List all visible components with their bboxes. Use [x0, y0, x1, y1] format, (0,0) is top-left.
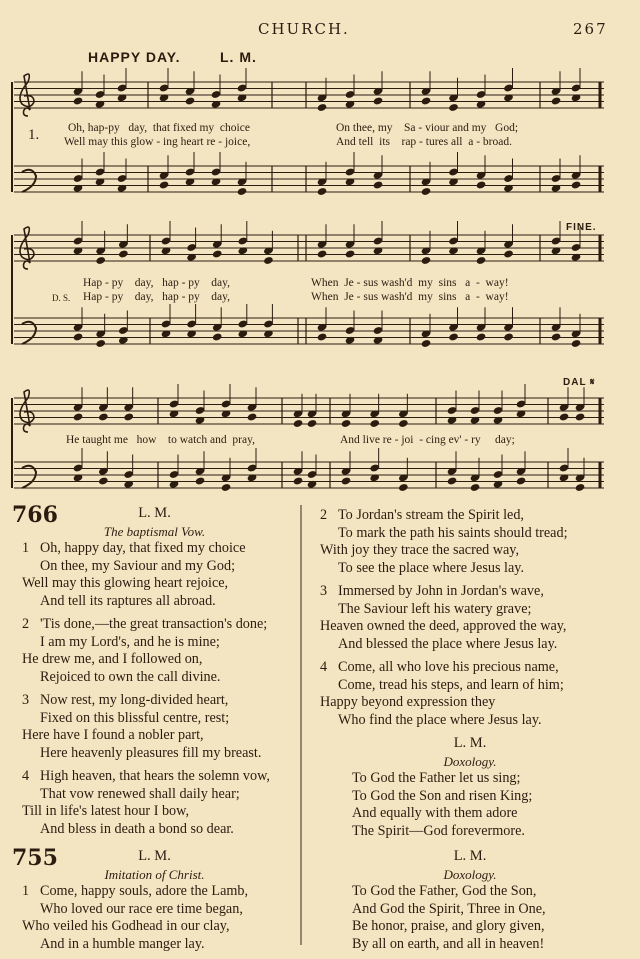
note-head — [470, 483, 481, 492]
stanza-number: 3 — [22, 692, 30, 708]
stanza-text: Well may this glowing heart rejoice, — [22, 575, 229, 591]
stanza-line — [12, 883, 297, 901]
tune-title: HAPPY DAY. — [88, 49, 181, 65]
stanza-line — [12, 558, 297, 576]
doxology-title: Doxology. — [443, 866, 497, 882]
note-head — [98, 412, 109, 421]
note-head — [476, 332, 487, 341]
stanza-text: The Saviour left his watery grave; — [338, 600, 532, 617]
stanza-line — [12, 575, 297, 593]
stanza-text: Here have I found a nobler part, — [22, 727, 204, 743]
note-head — [447, 476, 458, 485]
doxology-line: By all on earth, and all in heaven! — [352, 935, 545, 952]
stanza — [12, 692, 297, 762]
note-head — [421, 339, 432, 348]
note-head — [559, 412, 570, 421]
stanza — [12, 883, 297, 953]
doxology-line: And equally with them adore — [352, 805, 518, 821]
stanza-line — [310, 507, 630, 525]
note-head — [159, 180, 170, 189]
stanza-number: 1 — [22, 883, 30, 899]
stanza-line — [12, 803, 297, 821]
stanza-text: High heaven, that hears the solemn vow, — [40, 768, 270, 784]
note-head — [575, 483, 586, 492]
note-head — [476, 180, 487, 189]
stanza-line — [12, 634, 297, 652]
doxology-title: Doxology. — [443, 753, 497, 769]
stanza-text: Who find the place where Jesus lay. — [338, 711, 542, 728]
bass-clef-icon — [22, 322, 36, 344]
note-head — [247, 412, 258, 421]
note-head — [73, 96, 84, 105]
tune-meter: L. M. — [220, 49, 257, 65]
note-head — [476, 256, 487, 265]
note-head — [95, 339, 106, 348]
note-head — [317, 332, 328, 341]
hymn-766-continued — [310, 507, 630, 953]
note-head — [263, 256, 274, 265]
note-head — [237, 187, 248, 196]
stanza-text: Come, tread his steps, and learn of him; — [338, 676, 564, 693]
stanza-text: Now rest, my long-divided heart, — [40, 692, 229, 708]
note-head — [373, 180, 384, 189]
note-head — [516, 476, 527, 485]
stanza-text: And in a humble manger lay. — [40, 935, 205, 952]
hymn-766 — [12, 502, 297, 844]
note-head — [421, 256, 432, 265]
note-head — [503, 249, 514, 258]
stanza-line — [310, 659, 630, 677]
note-head — [373, 96, 384, 105]
hymn-number: 766 — [12, 502, 58, 528]
note-head — [398, 483, 409, 492]
stanza — [310, 659, 630, 729]
stanza — [12, 616, 297, 686]
stanza-marker: 1. — [28, 127, 40, 143]
stanza-line — [310, 677, 630, 695]
stanza-number: 2 — [22, 616, 30, 632]
note-head — [448, 332, 459, 341]
note-head — [123, 412, 134, 421]
note-head — [73, 412, 84, 421]
stanza-text: Oh, happy day, that fixed my choice — [40, 540, 246, 556]
stanza-text: Happy beyond expression they — [320, 694, 496, 710]
stanza-line — [310, 694, 630, 712]
stanza-text: He drew me, and I followed on, — [22, 651, 203, 667]
dal-segno-mark: DAL 𝄋 — [563, 377, 596, 388]
stanza-line — [310, 560, 630, 578]
doxology-meter: L. M. — [453, 735, 487, 751]
lyric-line: When Je - sus wash'd my sins a - way! — [311, 277, 509, 289]
stanza — [12, 768, 297, 838]
stanza-number: 3 — [320, 583, 328, 599]
note-head — [212, 249, 223, 258]
note-head — [345, 249, 356, 258]
note-head — [571, 180, 582, 189]
stanza-text: Till in life's latest hour I bow, — [22, 803, 190, 819]
stanza-number: 4 — [320, 659, 328, 675]
note-head — [551, 96, 562, 105]
note-head — [341, 476, 352, 485]
stanza-text: Who veiled his Godhead in our clay, — [22, 918, 230, 934]
stanza-line — [310, 618, 630, 636]
stanza-line — [310, 583, 630, 601]
stanza-line — [310, 542, 630, 560]
page-number: 267 — [573, 20, 608, 38]
note-head — [317, 249, 328, 258]
hymn-occasion: The baptismal Vow. — [103, 523, 206, 539]
note-head — [571, 339, 582, 348]
note-head — [341, 419, 352, 428]
stanza-line — [12, 901, 297, 919]
stanza-line — [12, 669, 297, 687]
note-head — [421, 187, 432, 196]
doxology-line: The Spirit—God forevermore. — [352, 822, 525, 839]
doxology-meter: L. M. — [453, 848, 487, 864]
doxology-line: To God the Father, God the Son, — [352, 883, 537, 899]
stanza-line — [12, 727, 297, 745]
doxology-line: To God the Son and risen King; — [352, 787, 533, 804]
hymn-755 — [12, 845, 297, 959]
note-head — [398, 419, 409, 428]
stanza-number: 2 — [320, 507, 328, 523]
stanza-text: And blessed the place where Jesus lay. — [338, 635, 558, 652]
lyric-line: Oh, hap-py day, that fixed my choice — [68, 122, 250, 134]
note-head — [195, 476, 206, 485]
fine-mark: FINE. — [566, 222, 597, 233]
doxology-line: To God the Father let us sing; — [352, 770, 521, 786]
stanza-line — [12, 692, 297, 710]
stanza — [310, 507, 630, 577]
stanza-number: 4 — [22, 768, 30, 784]
note-head — [98, 476, 109, 485]
note-head — [73, 332, 84, 341]
note-head — [95, 256, 106, 265]
stanza-line — [12, 651, 297, 669]
stanza-line — [12, 768, 297, 786]
note-head — [212, 332, 223, 341]
hymn-meter: L. M. — [138, 848, 171, 864]
doxology-line: And God the Spirit, Three in One, — [352, 900, 546, 917]
stanza-line — [12, 540, 297, 558]
ds-marker: D. S. — [52, 293, 71, 303]
stanza-text: To Jordan's stream the Spirit led, — [338, 507, 524, 523]
stanza-line — [12, 821, 297, 839]
note-head — [293, 476, 304, 485]
lyric-line: On thee, my Sa - viour and my God; — [336, 122, 519, 134]
section-header: CHURCH. — [258, 20, 350, 38]
stanza-text: Rejoiced to own the call divine. — [40, 668, 221, 685]
lyric-line: Hap - py day, hap - py day, — [83, 277, 231, 289]
stanza-text: Immersed by John in Jordan's wave, — [338, 583, 544, 599]
stanza-text: To mark the path his saints should tread; — [338, 524, 568, 541]
lyric-line: And tell its rap - tures all a - broad. — [336, 136, 512, 148]
stanza-line — [12, 918, 297, 936]
stanza-line — [12, 786, 297, 804]
lyric-line: He taught me how to watch and pray, — [66, 434, 255, 446]
stanza-line — [12, 593, 297, 611]
note-head — [293, 419, 304, 428]
note-head — [503, 332, 514, 341]
stanza-text: To see the place where Jesus lay. — [338, 559, 524, 576]
note-head — [551, 332, 562, 341]
stanza-line — [310, 712, 630, 730]
stanza-line — [12, 616, 297, 634]
note-head — [185, 96, 196, 105]
stanza-line — [310, 601, 630, 619]
bass-clef-icon — [22, 466, 36, 488]
hymn-occasion: Imitation of Christ. — [104, 866, 205, 882]
stanza-line — [310, 525, 630, 543]
stanza-text: And bless in death a bond so dear. — [40, 820, 234, 837]
note-head — [575, 412, 586, 421]
note-head — [448, 103, 459, 112]
note-head — [369, 419, 380, 428]
stanza — [12, 540, 297, 610]
stanza — [310, 583, 630, 653]
stanza-text: And tell its raptures all abroad. — [40, 592, 216, 609]
stanza-text: On thee, my Saviour and my God; — [40, 557, 236, 574]
bass-clef-icon — [22, 170, 36, 192]
lyric-line: Well may this glow - ing heart re - joice, — [64, 136, 251, 148]
lyric-line: And live re - joi - cing ev' - ry day; — [340, 434, 515, 446]
note-head — [317, 103, 328, 112]
stanza-text: With joy they trace the sacred way, — [320, 542, 520, 558]
stanza-text: Fixed on this blissful centre, rest; — [40, 709, 230, 726]
stanza-text: 'Tis done,—the great transaction's done; — [40, 616, 268, 632]
note-head — [118, 249, 129, 258]
lyric-line: Hap - py day, hap - py day, — [83, 291, 231, 303]
stanza-text: Who loved our race ere time began, — [40, 900, 243, 917]
hymn-number: 755 — [12, 845, 58, 871]
stanza-line — [12, 936, 297, 954]
stanza-text: Heaven owned the deed, approved the way, — [320, 618, 567, 634]
stanza-text: Here heavenly pleasures fill my breast. — [40, 744, 262, 761]
note-head — [317, 187, 328, 196]
column-divider — [300, 505, 303, 945]
stanza-text: Come, happy souls, adore the Lamb, — [40, 883, 249, 899]
stanza-line — [310, 636, 630, 654]
stanza-line — [12, 710, 297, 728]
note-head — [421, 96, 432, 105]
stanza-text: That vow renewed shall daily hear; — [40, 785, 240, 802]
stanza-line — [12, 745, 297, 763]
stanza-text: I am my Lord's, and he is mine; — [40, 633, 220, 650]
lyric-line: When Je - sus wash'd my sins a - way! — [311, 291, 509, 303]
note-head — [221, 483, 232, 492]
stanza-number: 1 — [22, 540, 30, 556]
doxology-line: Be honor, praise, and glory given, — [352, 918, 545, 934]
hymn-meter: L. M. — [138, 505, 171, 521]
stanza-text: Come, all who love his precious name, — [338, 659, 559, 675]
note-head — [307, 419, 318, 428]
